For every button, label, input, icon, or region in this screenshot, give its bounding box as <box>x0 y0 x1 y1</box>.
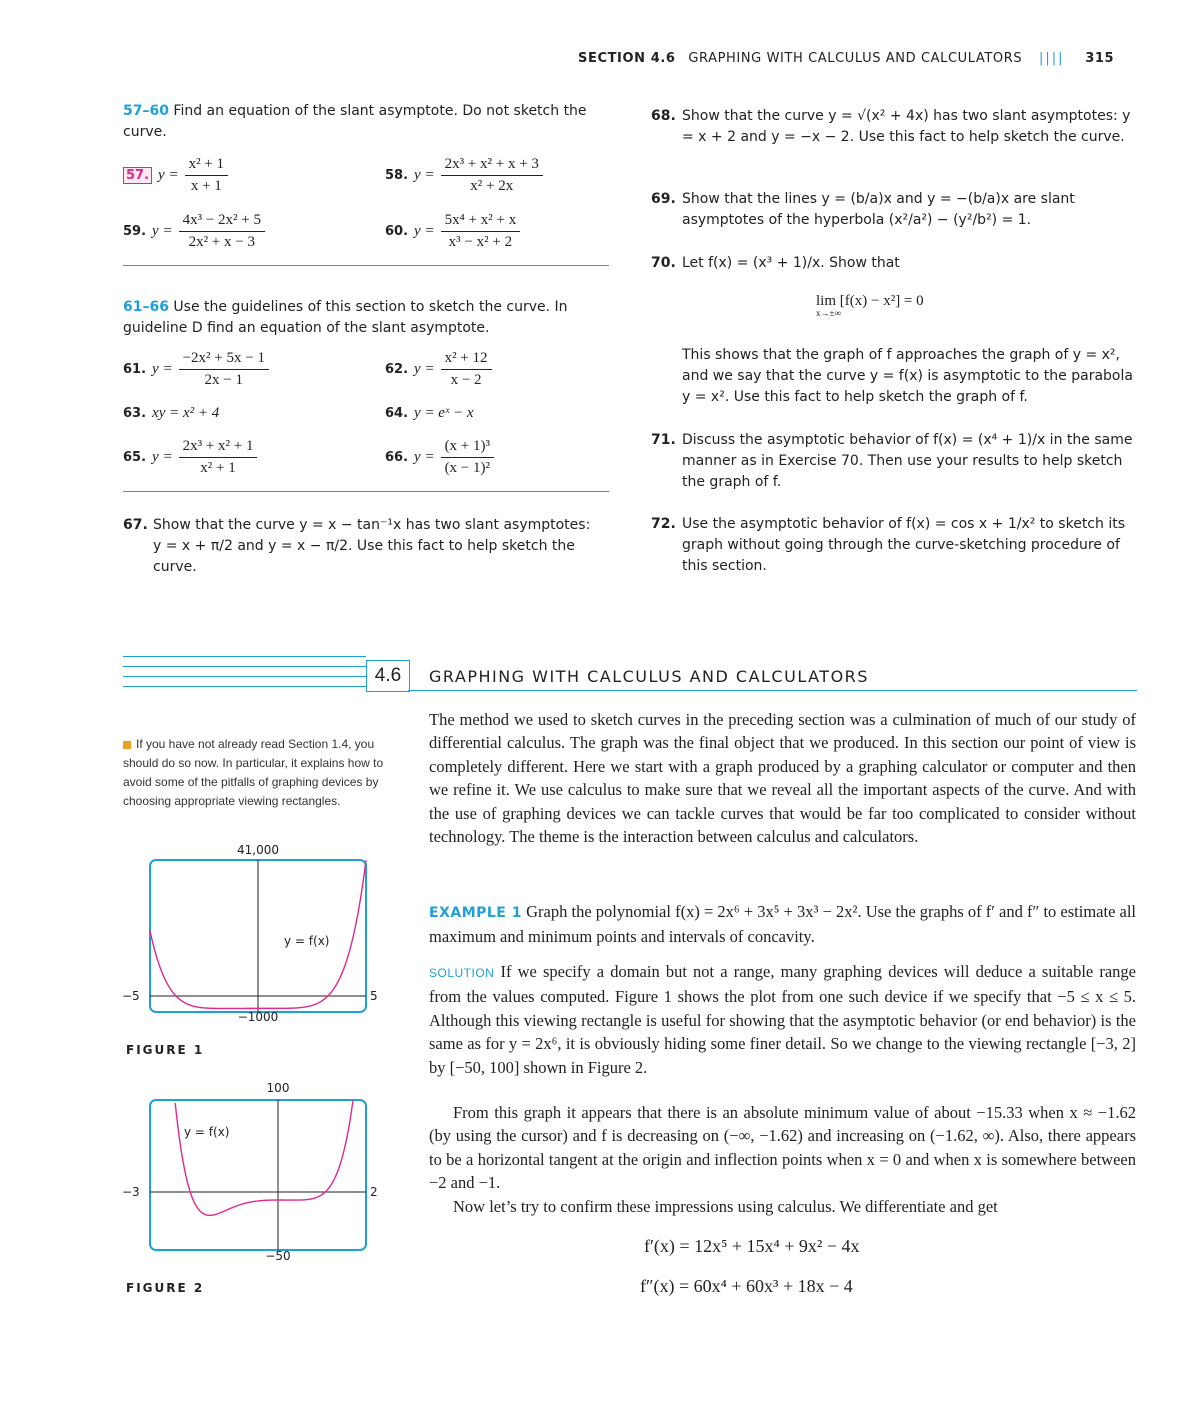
exercise-66 <box>385 438 494 477</box>
divider <box>123 265 609 266</box>
exercise-number: 70. <box>651 255 676 271</box>
numerator: −2x² + 5x − 1 <box>179 350 269 370</box>
denominator: (x − 1)² <box>444 460 491 476</box>
exercise-text: Show that the lines y = (b/a)x and y = −(b/a)x are slant asymptotes of the hyperbola (x²/a²) − (y²/b²) = 1. <box>682 191 1075 228</box>
fraction <box>441 156 543 195</box>
exercise-67 <box>123 515 593 578</box>
second-derivative: f″(x) = 60x⁴ + 60x³ + 18x − 4 <box>640 1276 853 1296</box>
intro-paragraph: The method we used to sketch curves in the preceding section was a culmination of much of our study of differential calculus. The graph was the final object that we produced. In this section our point of view is completely different. Here we start with a graph produced by a graphing calculator or computer and then we refine it. We use calculus to make sure that we reveal all the important aspects of the curve. And with the use of graphing devices we can tackle curves that would be far too complicated to consider without technology. The theme is the interaction between calculus and calculators. <box>429 710 1136 847</box>
numerator: x² + 12 <box>441 350 492 370</box>
figure-1-chart <box>118 838 386 1028</box>
exercise-69 <box>651 189 1136 231</box>
denominator: 2x − 1 <box>204 372 243 388</box>
numerator: 4x³ − 2x² + 5 <box>179 212 265 232</box>
exercise-57 <box>123 156 228 195</box>
margin-note-text: If you have not already read Section 1.4, you should do so now. In particular, it explains how to avoid some of the pitfalls of graphing devices by choosing appropriate viewing rectangles. <box>123 737 384 808</box>
figure-1-label: FIGURE 1 <box>126 1043 205 1057</box>
divider <box>123 491 609 492</box>
numerator: x² + 1 <box>185 156 228 176</box>
fraction <box>179 350 269 389</box>
solution-label: SOLUTION <box>429 966 495 980</box>
exercise-number: 67. <box>123 517 148 533</box>
fraction <box>179 438 258 477</box>
section-underline <box>408 690 1137 691</box>
exercise-63 <box>123 405 219 422</box>
exercise-number: 65. <box>123 450 147 465</box>
exercise-number: 62. <box>385 362 409 377</box>
exercise-number: 58. <box>385 168 409 183</box>
exercise-number: 69. <box>651 191 676 207</box>
exercise-text: Show that the curve y = x − tan⁻¹x has two slant asymptotes: y = x + π/2 and y = x − π/2. Use this fact to help sketch the curve. <box>153 517 591 575</box>
numerator: (x + 1)³ <box>441 438 494 458</box>
fraction <box>185 156 228 195</box>
exercise-number: 59. <box>123 224 147 239</box>
group-heading: 57–60 <box>123 103 169 119</box>
fraction <box>179 212 265 251</box>
section-title-header: GRAPHING WITH CALCULUS AND CALCULATORS <box>688 51 1023 66</box>
curve-f <box>175 1100 353 1215</box>
exercise-65 <box>123 438 257 477</box>
exercise-72 <box>651 514 1136 577</box>
equation: xy = x² + 4 <box>152 405 220 421</box>
exercise-70 <box>651 253 1136 274</box>
section-number: 4.6 <box>374 665 402 686</box>
exercise-number: 61. <box>123 362 147 377</box>
exercise-text: Discuss the asymptotic behavior of f(x) = (x⁴ + 1)/x in the same manner as in Exercise 70. Then use your results to help sketch the graph of f. <box>682 432 1133 490</box>
exercise-number: 60. <box>385 224 409 239</box>
numerator: 2x³ + x² + x + 3 <box>441 156 543 176</box>
exercise-number: 68. <box>651 108 676 124</box>
first-derivative: f′(x) = 12x⁵ + 15x⁴ + 9x² − 4x <box>644 1236 860 1256</box>
solution-paragraph-1 <box>429 960 1136 1079</box>
x-min-tick-label: −3 <box>122 1185 140 1199</box>
exercise-text: Let f(x) = (x³ + 1)/x. Show that <box>682 255 900 271</box>
exercise-71 <box>651 430 1136 493</box>
denominator: x³ − x² + 2 <box>448 234 513 250</box>
exercise-62 <box>385 350 492 389</box>
equation-lhs: y = <box>152 223 173 239</box>
exercise-text: This shows that the graph of f approaches the graph of y = x², and we say that the curve y = f(x) is asymptotic to the parabola y = x². Use this fact to help sketch the graph of f. <box>682 347 1133 405</box>
exercise-text: Use the asymptotic behavior of f(x) = cos x + 1/x² to sketch its graph without going through the curve-sketching procedure of this section. <box>682 516 1126 574</box>
denominator: 2x² + x − 3 <box>188 234 255 250</box>
fraction <box>441 350 492 389</box>
fraction <box>441 438 494 477</box>
denominator: x − 2 <box>450 372 482 388</box>
exercise-number: 64. <box>385 406 409 421</box>
viewing-window-frame <box>150 1100 366 1250</box>
y-min-tick-label: −1000 <box>237 1010 279 1024</box>
section-label: SECTION 4.6 <box>578 51 676 66</box>
header-bars: |||| <box>1038 51 1065 66</box>
numerator: 2x³ + x² + 1 <box>179 438 258 458</box>
solution-text: If we specify a domain but not a range, many graphing devices will deduce a suitable range from the values computed. Figure 1 shows the plot from one such device if we specify that −5 ≤ x ≤ 5. Although this viewing rectangle is useful for showing that the asymptotic behavior (or end behavior) is the same as for y = 2x⁶, it is obviously hiding some finer detail. So we change to the viewing rectangle [−3, 2] by [−50, 100] shown in Figure 2. <box>429 962 1136 1077</box>
fraction <box>441 212 521 251</box>
note-bullet-icon <box>123 741 131 749</box>
equation: y = eˣ − x <box>414 405 474 421</box>
numerator: 5x⁴ + x² + x <box>441 212 521 232</box>
limit-expression <box>816 293 924 318</box>
solution-paragraph-2: From this graph it appears that there is an absolute minimum value of about −15.33 when x ≈ −1.62 (by using the cursor) and f is decreasing on (−∞, −1.62) and increasing on (−1.62, ∞). Also, there appears to be a horizontal tangent at the origin and inflection points when x = 0 and when x is somewhere between −2 and −1. <box>429 1103 1136 1193</box>
example-text: Graph the polynomial f(x) = 2x⁶ + 3x⁵ + 3x³ − 2x². Use the graphs of f′ and f″ to estimate all maximum and minimum points and intervals of concavity. <box>429 902 1137 947</box>
section-heading-lines <box>123 656 366 687</box>
exercise-58 <box>385 156 543 195</box>
x-max-tick-label: 5 <box>370 989 378 1003</box>
exercise-number: 71. <box>651 432 676 448</box>
denominator: x² + 1 <box>200 460 236 476</box>
curve-label: y = f(x) <box>184 1125 230 1139</box>
y-max-tick-label: 41,000 <box>237 843 279 857</box>
limit-subscript: x→±∞ <box>816 308 841 318</box>
x-min-tick-label: −5 <box>122 989 140 1003</box>
exercise-number: 66. <box>385 450 409 465</box>
exercise-64 <box>385 405 473 422</box>
exercise-60 <box>385 212 520 251</box>
y-min-tick-label: −50 <box>265 1249 291 1263</box>
exercise-number-highlighted: 57. <box>123 167 152 184</box>
example-label: EXAMPLE 1 <box>429 905 522 921</box>
running-header <box>578 51 1138 66</box>
equation-lhs: y = <box>414 361 435 377</box>
exercise-text: Show that the curve y = √(x² + 4x) has two slant asymptotes: y = x + 2 and y = −x − 2. Use this fact to help sketch the curve. <box>682 108 1131 145</box>
equation-lhs: y = <box>414 167 435 183</box>
exercise-number: 63. <box>123 406 147 421</box>
equation-lhs: y = <box>414 223 435 239</box>
example-1 <box>429 900 1136 949</box>
group-heading: 61–66 <box>123 299 169 315</box>
group-instruction: Find an equation of the slant asymptote. Do not sketch the curve. <box>123 103 587 140</box>
equation-lhs: y = <box>414 449 435 465</box>
x-max-tick-label: 2 <box>370 1185 378 1199</box>
y-max-tick-label: 100 <box>266 1081 290 1095</box>
page-number: 315 <box>1085 51 1115 66</box>
exercise-group-61-66 <box>123 297 599 339</box>
exercise-number: 72. <box>651 516 676 532</box>
exercise-59 <box>123 212 265 251</box>
figure-2-chart <box>118 1076 386 1266</box>
exercise-group-57-60 <box>123 101 599 143</box>
equation-lhs: y = <box>158 167 179 183</box>
group-instruction: Use the guidelines of this section to sketch the curve. In guideline D find an equation of the slant asymptote. <box>123 299 568 336</box>
exercise-61 <box>123 350 269 389</box>
exercise-70-continued <box>682 345 1136 408</box>
section-number-box <box>366 660 410 692</box>
exercise-68 <box>651 106 1136 148</box>
curve-label: y = f(x) <box>284 934 330 948</box>
limit-main: lim [f(x) − x²] = 0 <box>816 293 924 309</box>
solution-paragraph-3: Now let’s try to confirm these impressions using calculus. We differentiate and get <box>453 1197 998 1216</box>
section-title: GRAPHING WITH CALCULUS AND CALCULATORS <box>429 667 869 686</box>
denominator: x + 1 <box>190 178 222 194</box>
margin-note <box>123 735 403 811</box>
equation-lhs: y = <box>152 361 173 377</box>
equation-lhs: y = <box>152 449 173 465</box>
figure-2-label: FIGURE 2 <box>126 1281 205 1295</box>
denominator: x² + 2x <box>470 178 514 194</box>
